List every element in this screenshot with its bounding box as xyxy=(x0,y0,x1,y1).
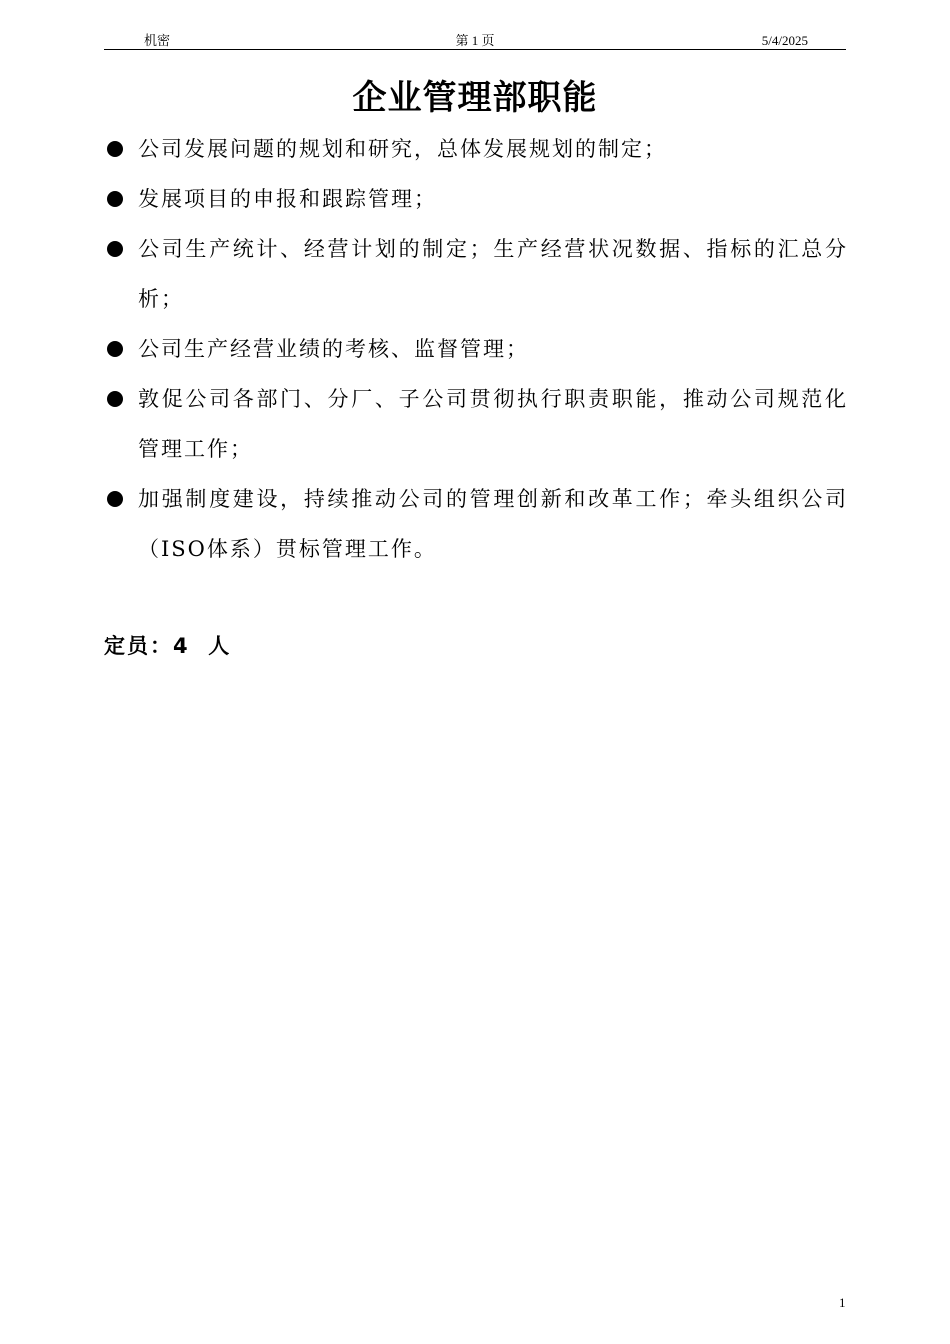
duties-list xyxy=(104,124,848,574)
bullet-dot-icon xyxy=(107,391,123,407)
list-item-text: 公司发展问题的规划和研究，总体发展规划的制定； xyxy=(138,137,667,161)
staffing-count: 定员：4 人 xyxy=(104,634,232,658)
list-item xyxy=(104,124,848,174)
list-item xyxy=(104,324,848,374)
page-header xyxy=(104,32,846,50)
bullet-dot-icon xyxy=(107,491,123,507)
list-item-text: 公司生产统计、经营计划的制定；生产经营状况数据、指标的汇总分析； xyxy=(138,237,848,311)
list-item-text: 公司生产经营业绩的考核、监督管理； xyxy=(138,337,529,361)
bullet-dot-icon xyxy=(107,141,123,157)
list-item xyxy=(104,174,848,224)
list-item xyxy=(104,474,848,574)
bullet-dot-icon xyxy=(107,191,123,207)
header-page-label: 第 1 页 xyxy=(455,33,495,48)
document-title: 企业管理部职能 xyxy=(352,78,598,118)
bullet-dot-icon xyxy=(107,341,123,357)
bullet-dot-icon xyxy=(107,241,123,257)
list-item xyxy=(104,374,848,474)
list-item-text: 敦促公司各部门、分厂、子公司贯彻执行职责职能，推动公司规范化管理工作； xyxy=(138,387,848,461)
list-item-text: 发展项目的申报和跟踪管理； xyxy=(138,187,437,211)
list-item-text: 加强制度建设，持续推动公司的管理创新和改革工作；牵头组织公司（ISO体系）贯标管理工作。 xyxy=(138,487,848,561)
list-item xyxy=(104,224,848,324)
footer-page-number: 1 xyxy=(839,1295,846,1310)
header-date: 5/4/2025 xyxy=(761,33,808,48)
header-confidential-label: 机密 xyxy=(144,33,171,48)
